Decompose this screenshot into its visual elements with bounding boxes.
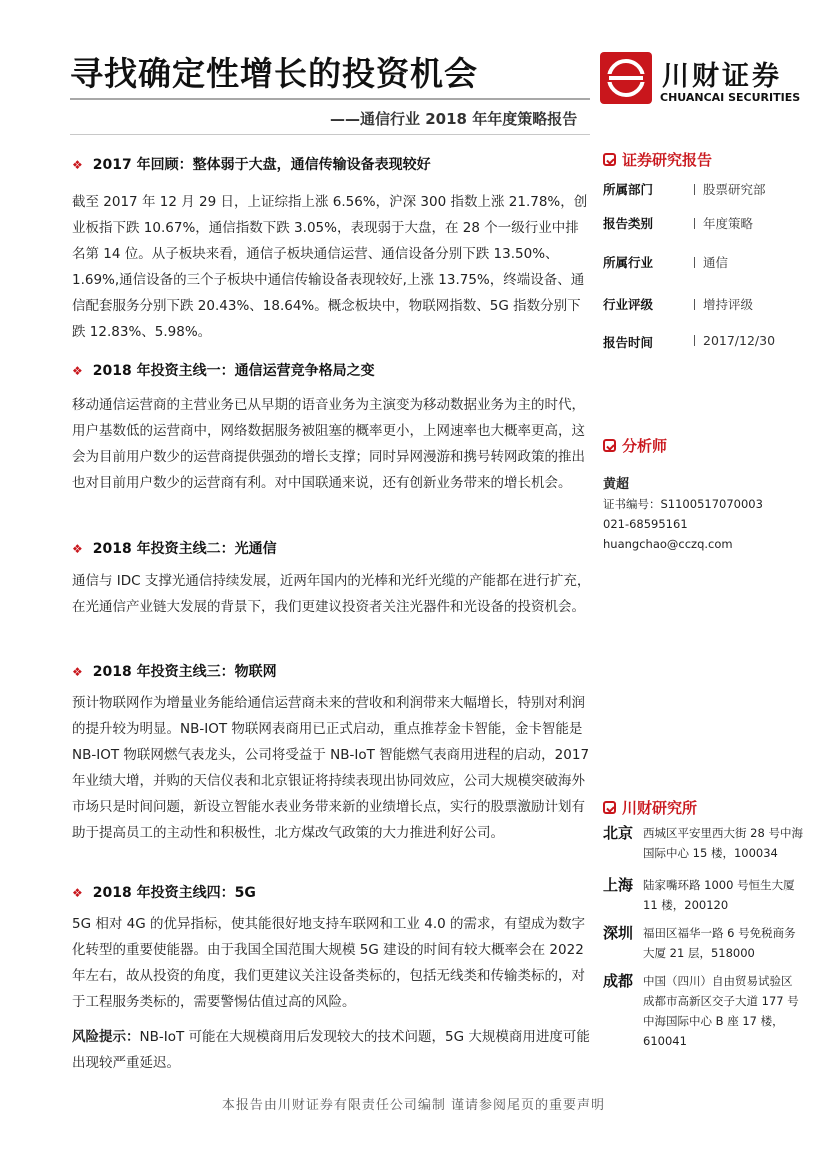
- section-body-4: 预计物联网作为增量业务能给通信运营商未来的营收和利润带来大幅增长，特别对利润的提升较为明显。NB-IOT 物联网表商用已正式启动，重点推荐金卡智能，金卡智能是 NB-IOT 物联网燃气表龙头，公司将受益于 NB-IoT 智能燃气表商用进程的启动，2017 年业绩大增，并购的天信仪表和北京银证将持续表现出协同效应，公司大规模突破海外市场只是时间问题，新设立智能水表业务带来新的业绩增长点，实行的股票激励计划有助于提高员工的主动性和积极性，北方煤改气政策的大力推进利好公司。: [72, 695, 590, 841]
- diamond-bullet-icon: ❖: [72, 542, 83, 556]
- section-body-2: 移动通信运营商的主营业务已从早期的语音业务为主演变为移动数据业务为主的时代，用户基数低的运营商中，网络数据服务被阻塞的概率更小，上网速率也大概率更高，这会为目前用户数少的运营商提供强劲的增长支撑；同时异网漫游和携号转网政策的推出也对目前用户数少的运营商有利。对中国联通来说，还有创新业务带来的增长机会。: [72, 397, 585, 491]
- checkbox-icon: [603, 153, 616, 166]
- logo-mark-icon: [600, 52, 652, 104]
- section-body-1: 截至 2017 年 12 月 29 日，上证综指上涨 6.56%，沪深 300 指数上涨 21.78%，创业板指下跌 10.67%，通信指数下跌 3.05%，表现弱于大盘，在 28 个一级行业中排名第 14 位。从子板块来看，通信子板块通信运营、通信设备分别下跌 13.50%、1.69%,通信设备的三个子板块中通信传输设备表现较好,上涨 13.75%，终端设备、通信配套服务分别下跌 20.43%、18.64%。概念板块中，物联网指数、5G 指数分别下跌 12.83%、5.98%。: [72, 194, 588, 340]
- section-body-5: 5G 相对 4G 的优异指标，使其能很好地支持车联网和工业 4.0 的需求，有望成为数字化转型的重要使能器。由于我国全国范围大规模 5G 建设的时间有较大概率会在 2022 年左右，故从投资的角度，我们更建议关注设备类标的，包括无线类和传输类标的，对于工程服务类标的，需要警惕估值过高的风险。: [72, 916, 586, 1010]
- section-heading-4: ❖ 2018 年投资主线三：物联网: [72, 664, 277, 680]
- section-heading-5: ❖ 2018 年投资主线四：5G: [72, 885, 256, 901]
- report-title: 寻找确定性增长的投资机会: [70, 54, 478, 93]
- diamond-bullet-icon: ❖: [72, 886, 83, 900]
- analyst-email[interactable]: huangchao@cczq.com: [603, 537, 733, 551]
- title-divider: [70, 98, 590, 100]
- company-logo: [600, 52, 800, 108]
- subtitle-divider: [70, 134, 590, 135]
- section-heading-2: ❖ 2018 年投资主线一：通信运营竞争格局之变: [72, 363, 375, 379]
- section-heading-3: ❖ 2018 年投资主线二：光通信: [72, 541, 277, 557]
- analyst-name: 黄超: [603, 477, 630, 492]
- sidebar-heading-institute: 川财研究所: [603, 797, 697, 818]
- diamond-bullet-icon: ❖: [72, 364, 83, 378]
- footer-disclaimer: 本报告由川财证券有限责任公司编制 谨请参阅尾页的重要声明: [221, 1098, 606, 1113]
- checkbox-icon: [603, 439, 616, 452]
- risk-label: 风险提示：: [72, 1029, 140, 1045]
- sidebar-heading-report: 证券研究报告: [603, 149, 712, 170]
- diamond-bullet-icon: ❖: [72, 158, 83, 172]
- checkbox-icon: [603, 801, 616, 814]
- section-body-3: 通信与 IDC 支撑光通信持续发展，近两年国内的光棒和光纤光缆的产能都在进行扩充，在光通信产业链大发展的背景下，我们更建议投资者关注光器件和光设备的投资机会。: [72, 573, 591, 615]
- diamond-bullet-icon: ❖: [72, 665, 83, 679]
- risk-warning: [72, 1024, 592, 1076]
- analyst-cert: 证书编号：S1100517070003: [603, 497, 763, 511]
- logo-chinese-name: 川财证券: [662, 61, 782, 92]
- report-subtitle: ——通信行业 2018 年年度策略报告: [330, 110, 578, 128]
- sidebar-heading-analyst: 分析师: [603, 435, 667, 456]
- risk-text: NB-IoT 可能在大规模商用后发现较大的技术问题，5G 大规模商用进度可能出现较严重延迟。: [72, 1029, 590, 1071]
- analyst-phone: 021-68595161: [603, 517, 688, 531]
- logo-english-name: CHUANCAI SECURITIES: [660, 91, 801, 104]
- section-heading-1: ❖ 2017 年回顾：整体弱于大盘，通信传输设备表现较好: [72, 157, 431, 173]
